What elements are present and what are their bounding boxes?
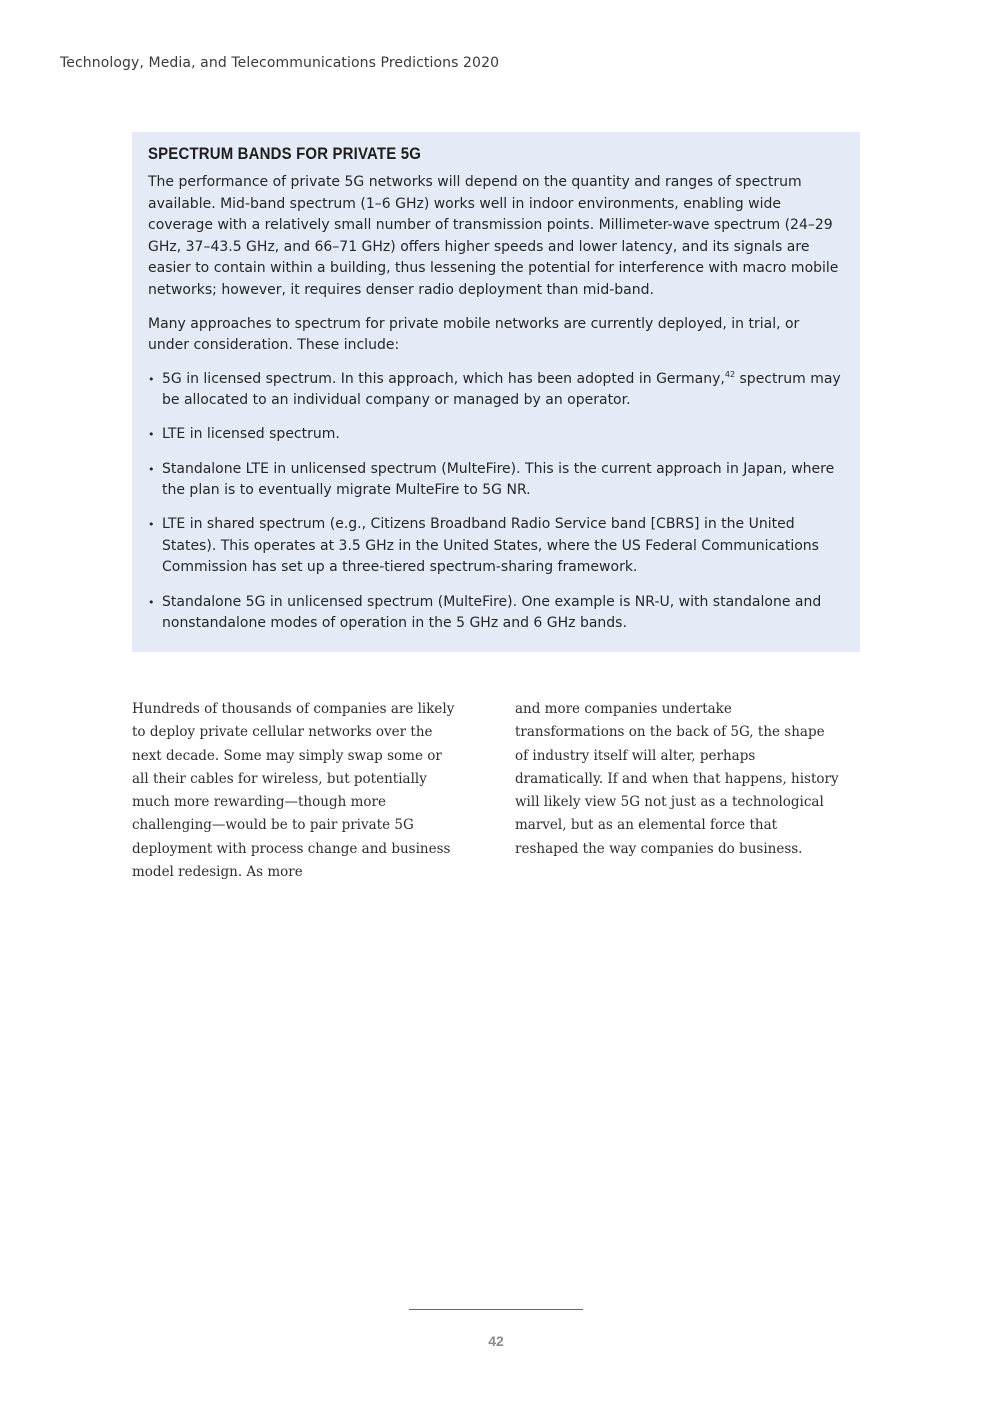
list-item-text: spectrum may be allocated to an individual company or managed by an operator. [162, 370, 841, 409]
list-item [148, 424, 844, 446]
page-number: 42 [488, 1333, 504, 1349]
bullet-icon: • [148, 372, 155, 386]
body-column-left: Hundreds of thousands of companies are likely to deploy private cellular networks over the next decade. Some may simply swap some or all their cables for wireless, but potentially much more rewarding—though more challenging—would be to pair private 5G deployment with process change and business model redesign. As more [132, 701, 455, 881]
body-column-right: and more companies undertake transformations on the back of 5G, the shape of industry itself will alter, perhaps dramatically. If and when that happens, history will likely view 5G not just as a technological marvel, but as an elemental force that reshaped the way companies do business. [515, 701, 839, 857]
sidebar-paragraph: The performance of private 5G networks will depend on the quantity and ranges of spectrum available. Mid-band spectrum (1–6 GHz) works well in indoor environments, enabling wide coverage with a relatively small number of transmission points. Millimeter-wave spectrum (24–29 GHz, 37–43.5 GHz, and 66–71 GHz) offers higher speeds and lower latency, and its signals are easier to contain within a building, thus lessening the potential for interference with macro mobile networks; however, it requires denser radio deployment than mid-band. [148, 174, 839, 298]
list-item-text: 5G in licensed spectrum. In this approach, which has been adopted in Germany, [162, 370, 725, 387]
running-header: Technology, Media, and Telecommunications Predictions 2020 [60, 55, 500, 71]
sidebar-box [132, 132, 860, 652]
list-item [148, 592, 844, 635]
footnote-ref[interactable]: 42 [724, 369, 736, 379]
bullet-icon: • [148, 462, 155, 476]
bullet-icon: • [148, 428, 155, 442]
list-item [148, 369, 844, 412]
bullet-icon: • [148, 595, 155, 609]
footer-divider [409, 1309, 583, 1310]
list-item [148, 459, 844, 502]
list-item-text: Standalone 5G in unlicensed spectrum (MulteFire). One example is NR-U, with standalone and nonstandalone modes of operation in the 5 GHz and 6 GHz bands. [162, 593, 822, 632]
list-item-text: Standalone LTE in unlicensed spectrum (MulteFire). This is the current approach in Japan, where the plan is to eventually migrate MulteFire to 5G NR. [162, 460, 835, 499]
sidebar-title: SPECTRUM BANDS FOR PRIVATE 5G [148, 144, 422, 163]
list-item [148, 514, 844, 579]
bullet-icon: • [148, 518, 155, 532]
list-item-text: LTE in licensed spectrum. [162, 426, 340, 443]
sidebar-bullet-list [148, 369, 844, 635]
list-item-text: LTE in shared spectrum (e.g., Citizens Broadband Radio Service band [CBRS] in the United States). This operates at 3.5 GHz in the United States, where the US Federal Communications Commission has set up a three-tiered spectrum-sharing framework. [162, 516, 819, 576]
sidebar-paragraph: Many approaches to spectrum for private mobile networks are currently deployed, in trial, or under consideration. These include: [148, 315, 800, 354]
